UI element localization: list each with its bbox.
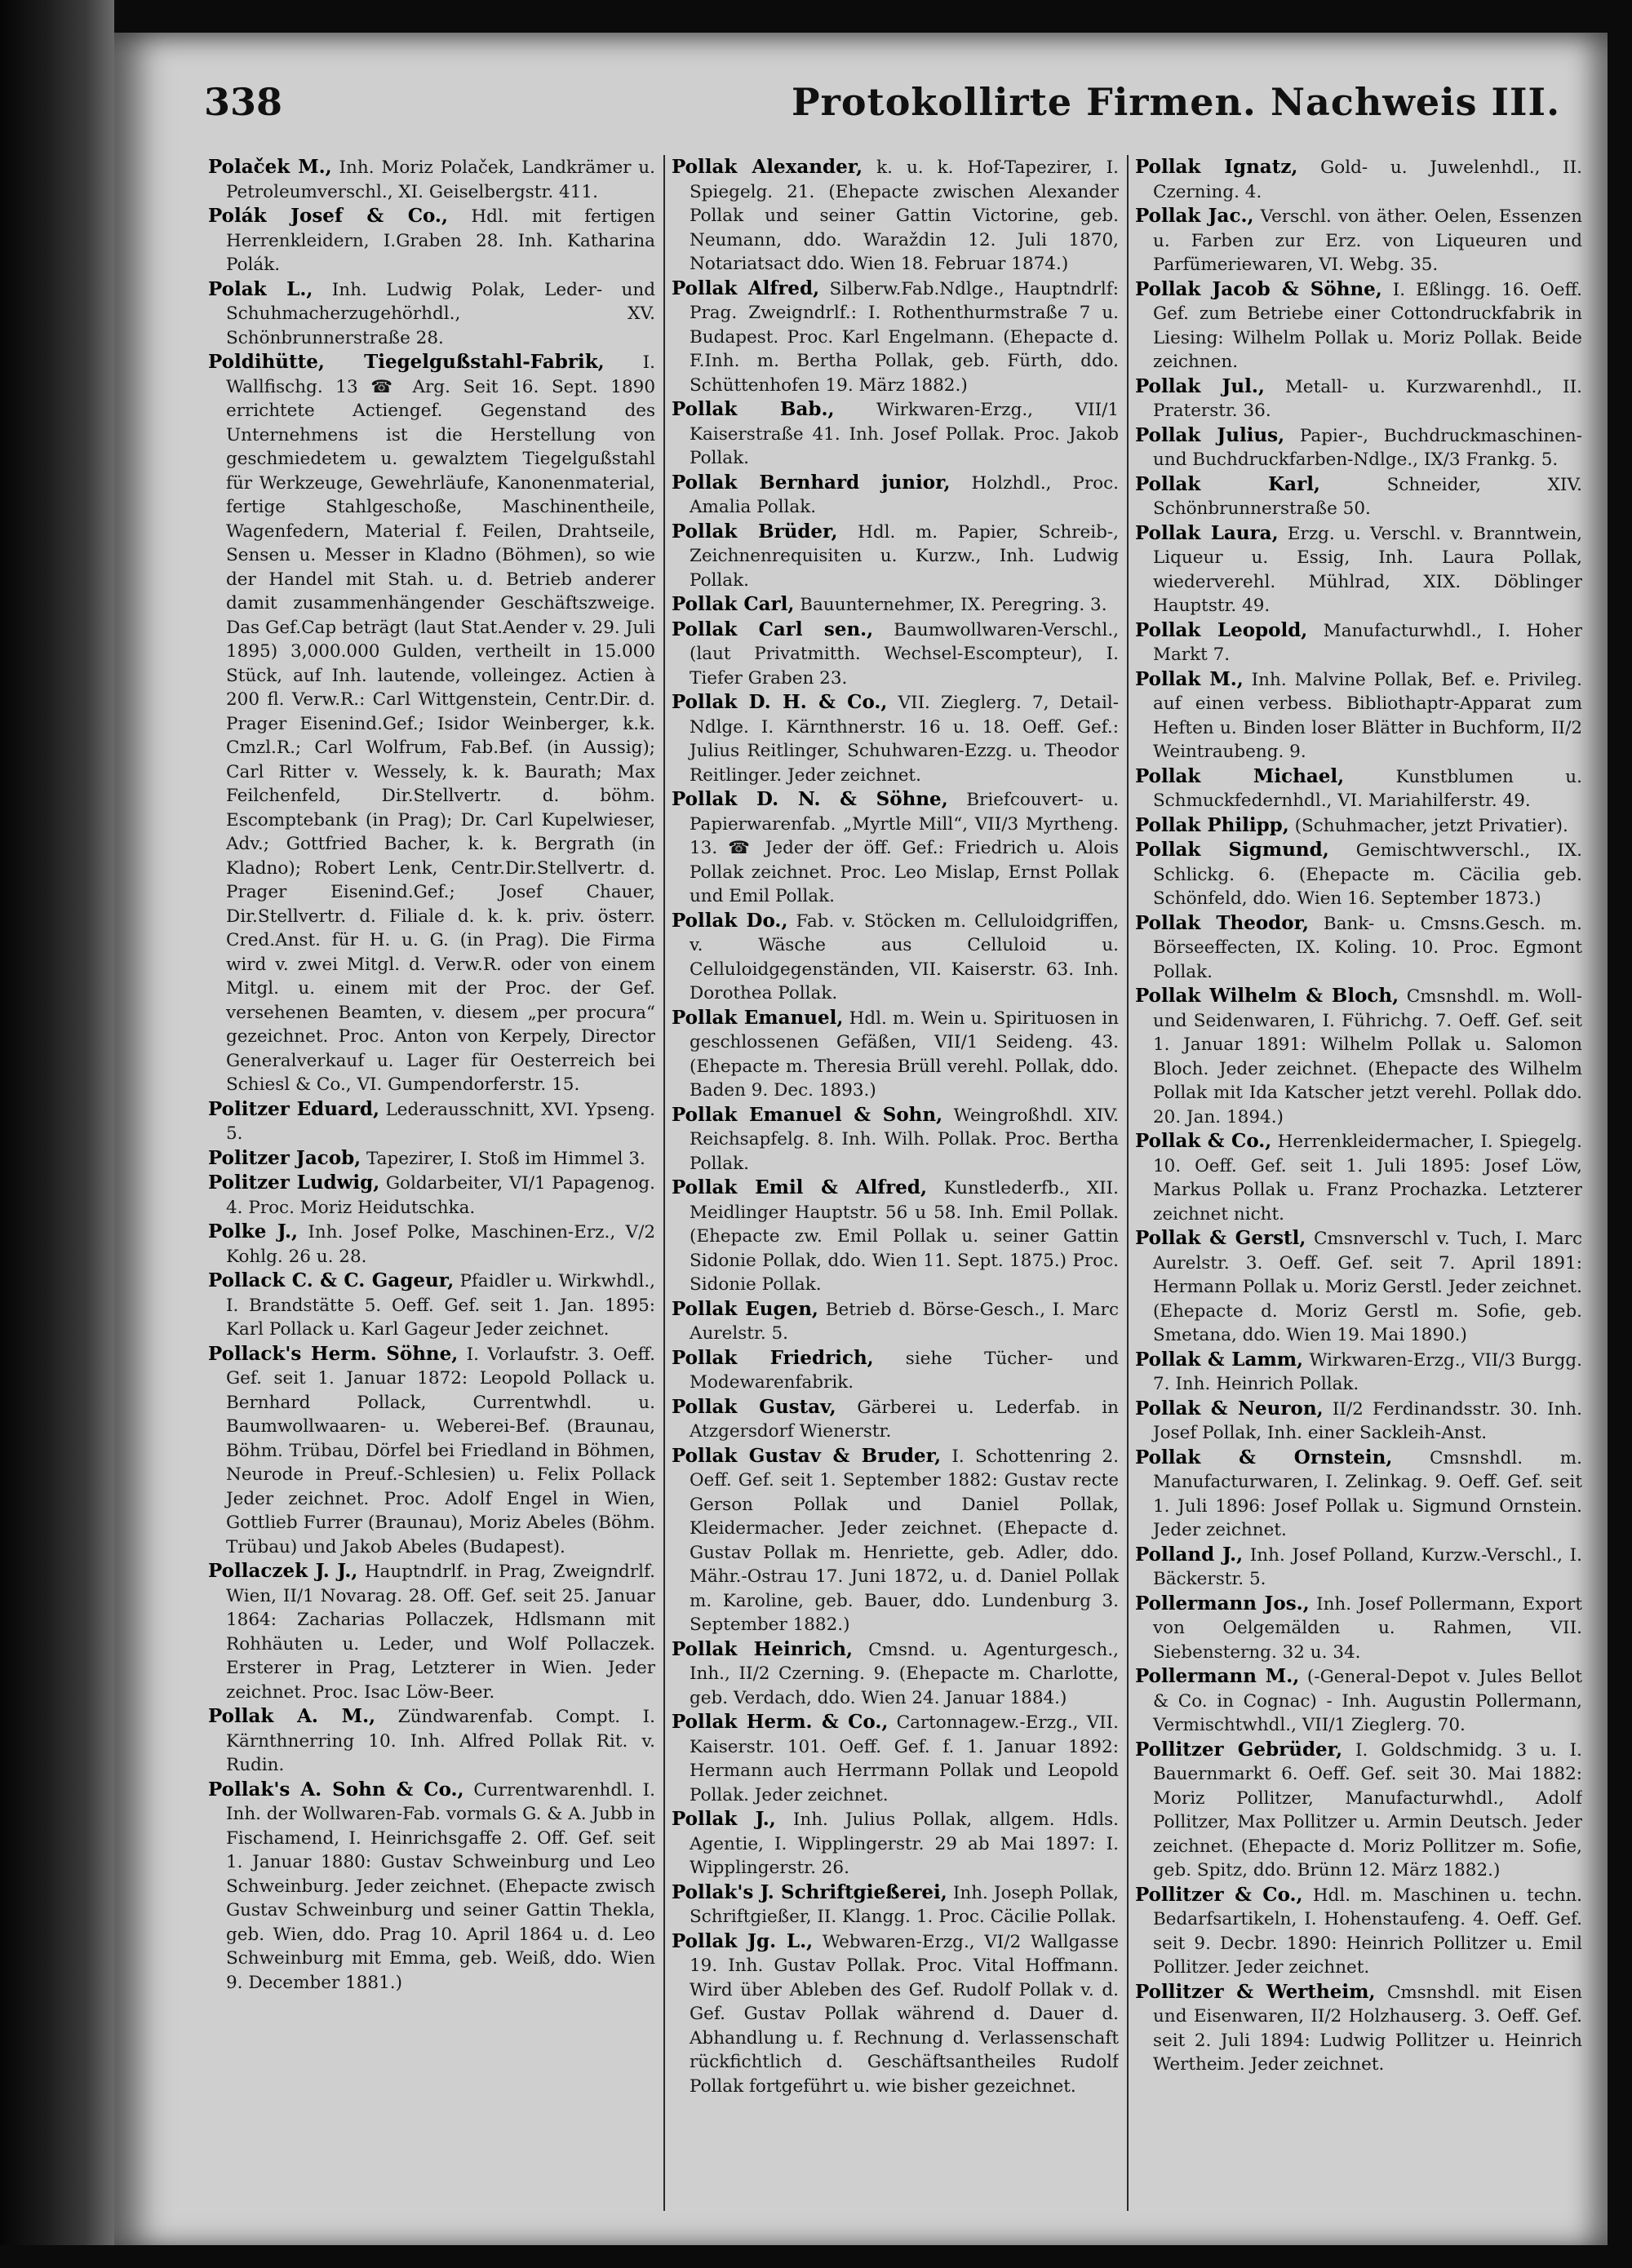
directory-entry [672,277,1119,398]
firm-name: Pollak Do., [672,909,788,932]
entry-details: Inh. Julius Pollak, allgem. Hdls. Agentie, I. Wipplingerstr. 29 ab Mai 1897: I. Wipplingerstr. 26. [690,1810,1119,1878]
firm-name: Pollack C. & C. Gageur, [208,1269,455,1291]
directory-entry [208,1146,655,1172]
scan-border [0,0,114,2268]
entry-details: I. Goldschmidg. 3 u. I. Bauernmarkt 6. Oeff. Gef. seit 30. Mai 1882: Moriz Pollitzer, Manufacturwhdl., Adolf Pollitzer, Max Pollitzer u. Armin Deutsch. Jeder zeichnet. (Ehepacte d. Moriz Pollitzer m. Sofie, geb. Spitz, ddo. Brünn 12. März 1882.) [1153,1739,1582,1880]
directory-entry [1135,1397,1582,1446]
entry-details: k. u. k. Hof-Tapezirer, I. Spiegelg. 21. (Ehepacte zwischen Alexander Pollak und seiner Gattin Victorine, geb. Neumann, ddo. Waraždin 12. Juli 1870, Notariatsact ddo. Wien 18. Februar 1874.) [690,157,1119,274]
directory-entry [1135,1543,1582,1592]
directory-entry [1135,155,1582,204]
directory-entry [208,1559,655,1704]
firm-name: Pollak Carl, [672,593,795,615]
entry-details: Hauptndrlf. in Prag, Zweigndrlf. Wien, II/1 Novarag. 28. Off. Gef. seit 25. Januar 1864: Zacharias Pollaczek, Hdlsmann mit Rohhäuten u. Leder, und Wolf Pollaczek. Ersterer in Prag, Letzterer in Wien. Jeder zeichnet. Proc. Isac Löw-Beer. [226,1561,655,1703]
entry-details: Kunstlederfb., XII. Meidlinger Hauptstr. 56 u 58. Inh. Emil Pollak. (Ehepacte zw. Emil Pollak u. seiner Gattin Sidonie Pollak, ddo. Wien 11. Sept. 1875.) Proc. Sidonie Pollak. [690,1178,1119,1295]
scan-border-bottom [0,2245,1632,2268]
directory-entry [1135,423,1582,472]
directory-entry [672,1637,1119,1711]
entry-details: Papier-, Buchdruckmaschinen- und Buchdruckfarben-Ndlge., IX/3 Frankg. 5. [1153,425,1582,470]
column-right [1135,155,1582,2211]
directory-entry [1135,1446,1582,1543]
directory-entry [1135,1664,1582,1738]
firm-name: Pollak D. H. & Co., [672,691,888,713]
entry-details: VII. Zieglerg. 7, Detail-Ndlge. I. Kärnthnerstr. 16 u. 18. Oeff. Gef.: Julius Reitlinger, Schuhwaren-Ezzg. u. Theodor Reitlinger. Jeder zeichnet. [690,693,1119,786]
firm-name: Pollak Emanuel & Sohn, [672,1103,943,1126]
firm-name: Pollak Laura, [1135,521,1279,544]
entry-details: Goldarbeiter, VI/1 Papagenog. 4. Proc. Moriz Heidutschka. [226,1173,655,1218]
firm-name: Pollak & Neuron, [1135,1397,1324,1420]
directory-entry [672,1006,1119,1103]
entry-details: Lederausschnitt, XVI. Ypseng. 5. [226,1099,655,1144]
directory-entry [672,1176,1119,1297]
entry-details: Metall- u. Kurzwarenhdl., II. Praterstr. 36. [1153,376,1582,421]
directory-entry [672,1880,1119,1929]
firm-name: Polák Josef & Co., [208,205,448,227]
firm-name: Pollitzer & Wertheim, [1135,1980,1376,2003]
firm-name: Pollak Michael, [1135,764,1345,787]
entry-details: Webwaren-Erzg., VI/2 Wallgasse 19. Inh. Gustav Pollak. Proc. Vital Hoffmann. Wird über Ableben des Gef. Rudolf Pollak v. d. Gef. Gustav Pollak während d. Dauer d. Abhandlung u. f. Rechnung d. Verlassenschaft rückfichtlich d. Geschäftsantheiles Rudolf Pollak fortgeführt u. wie bisher gezeichnet. [690,1931,1119,2097]
directory-entry [672,397,1119,471]
firm-name: Pollak Sigmund, [1135,839,1329,861]
firm-name: Pollak Bab., [672,398,835,420]
directory-entry [1135,521,1582,618]
directory-entry [672,618,1119,691]
directory-entry [672,471,1119,520]
column-divider [1127,155,1129,2211]
entry-details: I. Eßlingg. 16. Oeff. Gef. zum Betriebe einer Cottondruckfabrik in Liesing: Wilhelm Pollak u. Moriz Pollak. Beide zeichnen. [1153,279,1582,372]
directory-entry [1135,667,1582,764]
directory-entry [208,1704,655,1778]
firm-name: Pollak Karl, [1135,472,1320,495]
firm-name: Pollak Herm. & Co., [672,1711,889,1733]
entry-details: Tapezirer, I. Stoß im Himmel 3. [361,1148,645,1169]
entry-details: Herrenkleidermacher, I. Spiegelg. 10. Oeff. Gef. seit 1. Juli 1895: Josef Löw, Markus Pollak u. Franz Prochazka. Letzterer zeichnet nicht. [1153,1132,1582,1225]
entry-details: siehe Tücher- und Modewarenfabrik. [690,1348,1119,1393]
entry-details: I. Schottenring 2. Oeff. Gef. seit 1. September 1882: Gustav recte Gerson Pollak und Daniel Pollak, Kleidermacher. Jeder zeichnet. (Ehepacte d. Gustav Pollak m. Henriette, geb. Adler, ddo. Mähr.-Ostrau 17. Juni 1872, u. d. Daniel Pollak m. Karoline, geb. Bauer, ddo. Lundenburg 3. September 1882.) [690,1446,1119,1635]
firm-name: Polak L., [208,277,313,300]
firm-name: Polke J., [208,1220,299,1243]
firm-name: Pollak Gustav & Bruder, [672,1444,942,1467]
firm-name: Pollak Philipp, [1135,813,1289,836]
entry-details: Inh. Josef Polland, Kurzw.-Verschl., I. Bäckerstr. 5. [1153,1544,1582,1589]
directory-entry [1135,1980,1582,2077]
directory-entry [672,155,1119,277]
firm-name: Pollak J., [672,1808,776,1830]
firm-name: Pollak Jac., [1135,205,1254,227]
entry-details: Cmsnverschl v. Tuch, I. Marc Aurelstr. 3. Oeff. Gef. seit 7. April 1891: Hermann Pollak u. Moriz Gerstl. Jeder zeichnet. (Ehepacte d. Moriz Gerstl m. Sofie, geb. Smetana, ddo. Wien 19. Mai 1890.) [1153,1229,1582,1345]
column-divider [663,155,665,2211]
directory-entry [208,350,655,1097]
directory-entry [208,1778,655,1996]
entry-details: I. Vorlaufstr. 3. Oeff. Gef. seit 1. Januar 1872: Leopold Pollack u. Bernhard Pollack, Currentwhdl. u. Baumwollwaaren- u. Weberei-Bef. (Braunau, Böhm. Trübau, Dörfel bei Friedland in Böhmen, Neurode in Preuf.-Schlesien) u. Felix Pollack Jeder zeichnet. Proc. Adolf Engel in Wien, Gottlieb Furrer (Braunau), Moriz Abeles (Böhm. Trübau) und Jakob Abeles (Budapest). [226,1344,655,1557]
firm-name: Pollak Alfred, [672,277,820,299]
directory-entry [1135,1592,1582,1665]
firm-name: Pollak & Co., [1135,1130,1272,1152]
directory-entry [672,520,1119,593]
entry-details: I. Wallfischg. 13 ☎ Arg. Seit 16. Sept. 1890 errichtete Actiengef. Gegenstand des Unternehmens ist die Herstellung von geschmiedetem u. gewalztem Tiegelgußstahl für Werkzeuge, Gewehrläufe, Kanonenmaterial, fertige Stahlgeschoße, Maschinentheile, Wagenfedern, Material f. Feilen, Drahtseile, Sensen u. Messer in Kladno (Böhmen), so wie der Handel mit Stah. u. d. Betrieb anderer damit zusammenhängender Geschäftszweige. Das Gef.Cap beträgt (laut Stat.Aender v. 29. Juli 1895) 3,000.000 Gulden, vertheilt in 15.000 Stück, auf Inh. lautende, volleingez. Actien à 200 fl. Verw.R.: Carl Wittgenstein, Centr.Dir. d. Prager Eisenind.Gef.; Isidor Weinberger, k.k. Cmzl.R.; Carl Wolfrum, Fab.Bef. (in Aussig); Carl Ritter v. Wessely, k. k. Baurath; Max Feilchenfeld, Dir.Stellvertr. d. böhm. Escomptebank (in Prag); Dr. Carl Kupelwieser, Adv.; Gottfried Bacher, k. k. Bergrath (in Kladno); Robert Lenk, Centr.Dir.Stellvertr. d. Prager Eisenind.Gef.; Josef Chauer, Dir.Stellvertr. d. Filiale d. k. k. priv. österr. Cred.Anst. für H. u. G. (in Prag). Die Firma wird v. zwei Mitgl. d. Verw.R. oder von einem Mitgl. u. einem mit der Proc. der Gef. versehenen Beamten, v. diesem „per procura“ gezeichnet. Proc. Anton von Kerpely, Director Generalverkauf u. Lager für Oesterreich bei Schiesl & Co., VI. Gumpendorferstr. 15. [226,352,655,1095]
entry-details: Silberw.Fab.Ndlge., Hauptndrlf: Prag. Zweigndrlf.: I. Rothenthurmstraße 7 u. Budapest. Proc. Karl Engelmann. (Ehepacte d. F.Inh. m. Bertha Pollak, geb. Fürth, ddo. Schüttenhofen 19. März 1882.) [690,278,1119,396]
firm-name: Pollak's A. Sohn & Co., [208,1778,464,1801]
entry-details: (-General-Depot v. Jules Bellot & Co. in Cognac) - Inh. Augustin Pollermann, Vermischtwhdl., VII/1 Zieglerg. 70. [1153,1667,1582,1735]
firm-name: Pollermann Jos., [1135,1592,1310,1615]
entry-details: Erzg. u. Verschl. v. Branntwein, Liqueur u. Essig, Inh. Laura Pollak, wiederverehl. Mühlrad, XIX. Döblinger Hauptstr. 49. [1153,523,1582,616]
page-title: Protokollirte Firmen. Nachweis III. [792,80,1561,124]
directory-entry [1135,472,1582,521]
entry-details: Cmsnshdl. mit Eisen und Eisenwaren, II/2 Holzhauserg. 3. Oeff. Gef. seit 2. Juli 1894: Ludwig Pollitzer u. Heinrich Wertheim. Jeder zeichnet. [1153,1982,1582,2075]
directory-entry [1135,204,1582,277]
directory-entry [672,1346,1119,1395]
entry-details: Cmsnshdl. m. Manufacturwaren, I. Zelinkag. 9. Oeff. Gef. seit 1. Juli 1896: Josef Pollak u. Sigmund Ornstein. Jeder zeichnet. [1153,1447,1582,1540]
page-header [204,80,1591,153]
directory-entry [1135,1226,1582,1348]
firm-name: Pollack's Herm. Söhne, [208,1342,459,1365]
directory-entry [672,1929,1119,2099]
entry-details: Weingroßhdl. XIV. Reichsapfelg. 8. Inh. Wilh. Pollak. Proc. Bertha Pollak. [690,1105,1119,1174]
entry-details: Fab. v. Stöcken m. Celluloidgriffen, v. Wäsche aus Celluloid u. Celluloidgegenständen, VII. Kaiserstr. 63. Inh. Dorothea Pollak. [690,910,1119,1003]
entry-details: Betrieb d. Börse-Gesch., I. Marc Aurelstr. 5. [690,1299,1119,1344]
entry-details: Inh. Josef Pollermann, Export von Oelgemälden u. Rahmen, VII. Siebensterng. 32 u. 34. [1153,1593,1582,1663]
firm-name: Pollak D. N. & Söhne, [672,788,948,810]
entry-details: Inh. Joseph Pollak, Schriftgießer, II. Klangg. 1. Proc. Cäcilie Pollak. [690,1882,1119,1927]
directory-entry [1135,984,1582,1129]
entry-details: Kunstblumen u. Schmuckfedernhdl., VI. Mariahilferstr. 49. [1153,766,1582,811]
firm-name: Pollaczek J. J., [208,1560,358,1582]
firm-name: Pollak Leopold, [1135,618,1308,641]
firm-name: Politzer Eduard, [208,1097,380,1120]
entry-details: Baumwollwaren-Verschl., (laut Privatmitth. Wechsel-Escompteur), I. Tiefer Graben 23. [690,619,1119,689]
firm-name: Politzer Jacob, [208,1146,361,1169]
entry-details: Inh. Malvine Pollak, Bef. e. Privileg. auf einen verbess. Bibliothaptr-Apparat zum Heften u. Binden loser Blätter in Buchform, II/2 Weintraubeng. 9. [1153,669,1582,762]
firm-name: Pollak Jul., [1135,374,1265,397]
firm-name: Pollak A. M., [208,1705,376,1727]
firm-name: Pollak Bernhard junior, [672,471,951,494]
entry-details: Hdl. m. Wein u. Spirituosen in geschlossenen Gefäßen, VII/1 Seideng. 43. (Ehepacte m. Theresia Brüll verehl. Pollak, ddo. Baden 9. Dec. 1893.) [690,1008,1119,1101]
firm-name: Polland J., [1135,1543,1244,1566]
entry-details: Bauunternehmer, IX. Peregring. 3. [794,595,1107,615]
firm-name: Pollak & Ornstein, [1135,1446,1393,1468]
column-middle [672,155,1119,2211]
firm-name: Pollak's J. Schriftgießerei, [672,1880,947,1903]
entry-details: Schneider, XIV. Schönbrunnerstraße 50. [1153,474,1582,519]
directory-entry [672,1807,1119,1880]
firm-name: Pollak Theodor, [1135,911,1310,934]
directory-entry [1135,277,1582,374]
entry-details: Manufacturwhdl., I. Hoher Markt 7. [1153,620,1582,665]
directory-entry [208,1269,655,1342]
directory-entry [1135,618,1582,667]
entry-details: Wirkwaren-Erzg., VII/3 Burgg. 7. Inh. Heinrich Pollak. [1153,1349,1582,1394]
page-number: 338 [204,80,283,124]
entry-details: Hdl. mit fertigen Herrenkleidern, I.Graben 28. Inh. Katharina Polák. [226,206,655,275]
directory-entry [672,787,1119,909]
directory-entry [208,277,655,351]
directory-entry [208,1220,655,1269]
column-left [208,155,655,2211]
firm-name: Pollak Jacob & Söhne, [1135,277,1382,300]
directory-entry [208,1171,655,1220]
firm-name: Pollak Gustav, [672,1395,836,1418]
firm-name: Pollak Ignatz, [1135,156,1298,178]
directory-entry [208,155,655,204]
entry-details: Inh. Moriz Polaček, Landkrämer u. Petroleumverschl., XI. Geiselbergstr. 411. [226,157,655,202]
firm-name: Pollak M., [1135,667,1244,690]
firm-name: Pollitzer & Co., [1135,1883,1303,1906]
entry-details: Verschl. von äther. Oelen, Essenzen u. Farben zur Erz. von Liqueuren und Parfümeriewaren, VI. Webg. 35. [1153,206,1582,275]
document-page [114,33,1608,2252]
firm-name: Pollak Julius, [1135,423,1285,446]
firm-name: Pollak & Gerstl, [1135,1227,1306,1249]
directory-entry [1135,764,1582,813]
entry-details: Gold- u. Juwelenhdl., II. Czerning. 4. [1153,157,1582,202]
firm-name: Politzer Ludwig, [208,1172,380,1194]
entry-details: Cartonnagew.-Erzg., VII. Kaiserstr. 101. Oeff. Gef. f. 1. Januar 1892: Hermann auch Herrmann Pollak und Leopold Pollak. Jeder zeichnet. [690,1712,1119,1805]
firm-name: Pollak Emil & Alfred, [672,1176,927,1198]
directory-entry [1135,838,1582,911]
firm-name: Pollak Carl sen., [672,618,874,640]
firm-name: Pollitzer Gebrüder, [1135,1738,1343,1761]
directory-entry [208,204,655,277]
entry-details: Bank- u. Cmsns.Gesch. m. Börseeffecten, IX. Koling. 10. Proc. Egmont Pollak. [1153,913,1582,982]
entry-details: Hdl. m. Maschinen u. techn. Bedarfsartikeln, I. Hohenstaufeng. 4. Oeff. Gef. seit 9. Decbr. 1890: Heinrich Pollitzer u. Emil Pollitzer. Jeder zeichnet. [1153,1885,1582,1978]
firm-name: Pollak Heinrich, [672,1637,854,1660]
firm-name: Pollak Jg. L., [672,1929,814,1952]
firm-name: Pollak Eugen, [672,1297,818,1320]
firm-name: Pollak Friedrich, [672,1346,874,1369]
text-columns [208,155,1587,2211]
entry-details: Wirkwaren-Erzg., VII/1 Kaiserstraße 41. Inh. Josef Pollak. Proc. Jakob Pollak. [690,400,1119,468]
entry-details: Briefcouvert- u. Papierwarenfab. „Myrtle Mill“, VII/3 Myrtheng. 13. ☎ Jeder der öff. Gef.: Friedrich u. Alois Pollak zeichnet. Proc. Leo Mislap, Ernst Pollak und Emil Pollak. [690,790,1119,906]
directory-entry [1135,1348,1582,1397]
directory-entry [672,690,1119,787]
entry-details: Hdl. m. Papier, Schreib-, Zeichnenrequisiten u. Kurzw., Inh. Ludwig Pollak. [690,521,1119,591]
entry-details: Inh. Josef Polke, Maschinen-Erz., V/2 Kohlg. 26 u. 28. [226,1222,655,1267]
directory-entry [672,1395,1119,1444]
entry-details: Pfaidler u. Wirkwhdl., I. Brandstätte 5. Oeff. Gef. seit 1. Jan. 1895: Karl Pollack u. Karl Gageur Jeder zeichnet. [226,1271,655,1340]
firm-name: Pollak Wilhelm & Bloch, [1135,985,1399,1007]
directory-entry [1135,813,1582,839]
directory-entry [672,1103,1119,1176]
firm-name: Poldihütte, Tiegelgußstahl-Fabrik, [208,351,605,373]
entry-details: Cmsnd. u. Agenturgesch., Inh., II/2 Czerning. 9. (Ehepacte m. Charlotte, geb. Verdach, ddo. Wien 24. Januar 1884.) [690,1639,1119,1708]
firm-name: Pollak & Lamm, [1135,1348,1304,1371]
firm-name: Pollermann M., [1135,1665,1300,1687]
entry-details: (Schuhmacher, jetzt Privatier). [1288,815,1568,836]
directory-entry [672,1297,1119,1346]
directory-entry [1135,1883,1582,1980]
directory-entry [208,1097,655,1146]
directory-entry [1135,911,1582,985]
entry-details: Cmsnshdl. m. Woll- und Seidenwaren, I. Führichg. 7. Oeff. Gef. seit 1. Januar 1891: Wilhelm Pollak u. Salomon Bloch. Jeder zeichnet. (Ehepacte des Wilhelm Pollak mit Ida Katscher jetzt verehl. Pollak ddo. 20. Jan. 1894.) [1153,986,1582,1127]
directory-entry [208,1342,655,1560]
directory-entry [1135,1129,1582,1226]
directory-entry [672,1710,1119,1807]
directory-entry [1135,1738,1582,1883]
directory-entry [672,1444,1119,1637]
entry-details: II/2 Ferdinandsstr. 30. Inh. Josef Pollak, Inh. einer Sackleih-Anst. [1153,1398,1582,1443]
directory-entry [1135,374,1582,423]
entry-details: Currentwarenhdl. I. Inh. der Wollwaren-Fab. vormals G. & A. Jubb in Fischamend, I. Heinrichsgaffe 2. Off. Gef. seit 1. Januar 1880: Gustav Schweinburg und Leo Schweinburg. Jeder zeichnet. (Ehepacte zwisch Gustav Schweinburg und seiner Gattin Thekla, geb. Wien, ddo. Prag 10. April 1864 u. d. Leo Schweinburg mit Emma, geb. Weiß, ddo. Wien 9. December 1881.) [226,1779,655,1993]
firm-name: Pollak Brüder, [672,520,838,543]
firm-name: Pollak Emanuel, [672,1006,844,1029]
directory-entry [672,909,1119,1006]
firm-name: Polaček M., [208,156,332,178]
firm-name: Pollak Alexander, [672,156,863,178]
entry-details: Zündwarenfab. Compt. I. Kärnthnerring 10. Inh. Alfred Pollak Rit. v. Rudin. [226,1707,655,1775]
entry-details: Gemischtwverschl., IX. Schlickg. 6. (Ehepacte m. Cäcilia geb. Schönfeld, ddo. Wien 16. September 1873.) [1153,840,1582,909]
entry-details: Holzhdl., Proc. Amalia Pollak. [690,472,1119,517]
entry-details: Inh. Ludwig Polak, Leder- und Schuhmacherzugehörhdl., XV. Schönbrunnerstraße 28. [226,279,655,348]
entry-details: Gärberei u. Lederfab. in Atzgersdorf Wienerstr. [690,1397,1119,1442]
directory-entry [672,592,1119,618]
